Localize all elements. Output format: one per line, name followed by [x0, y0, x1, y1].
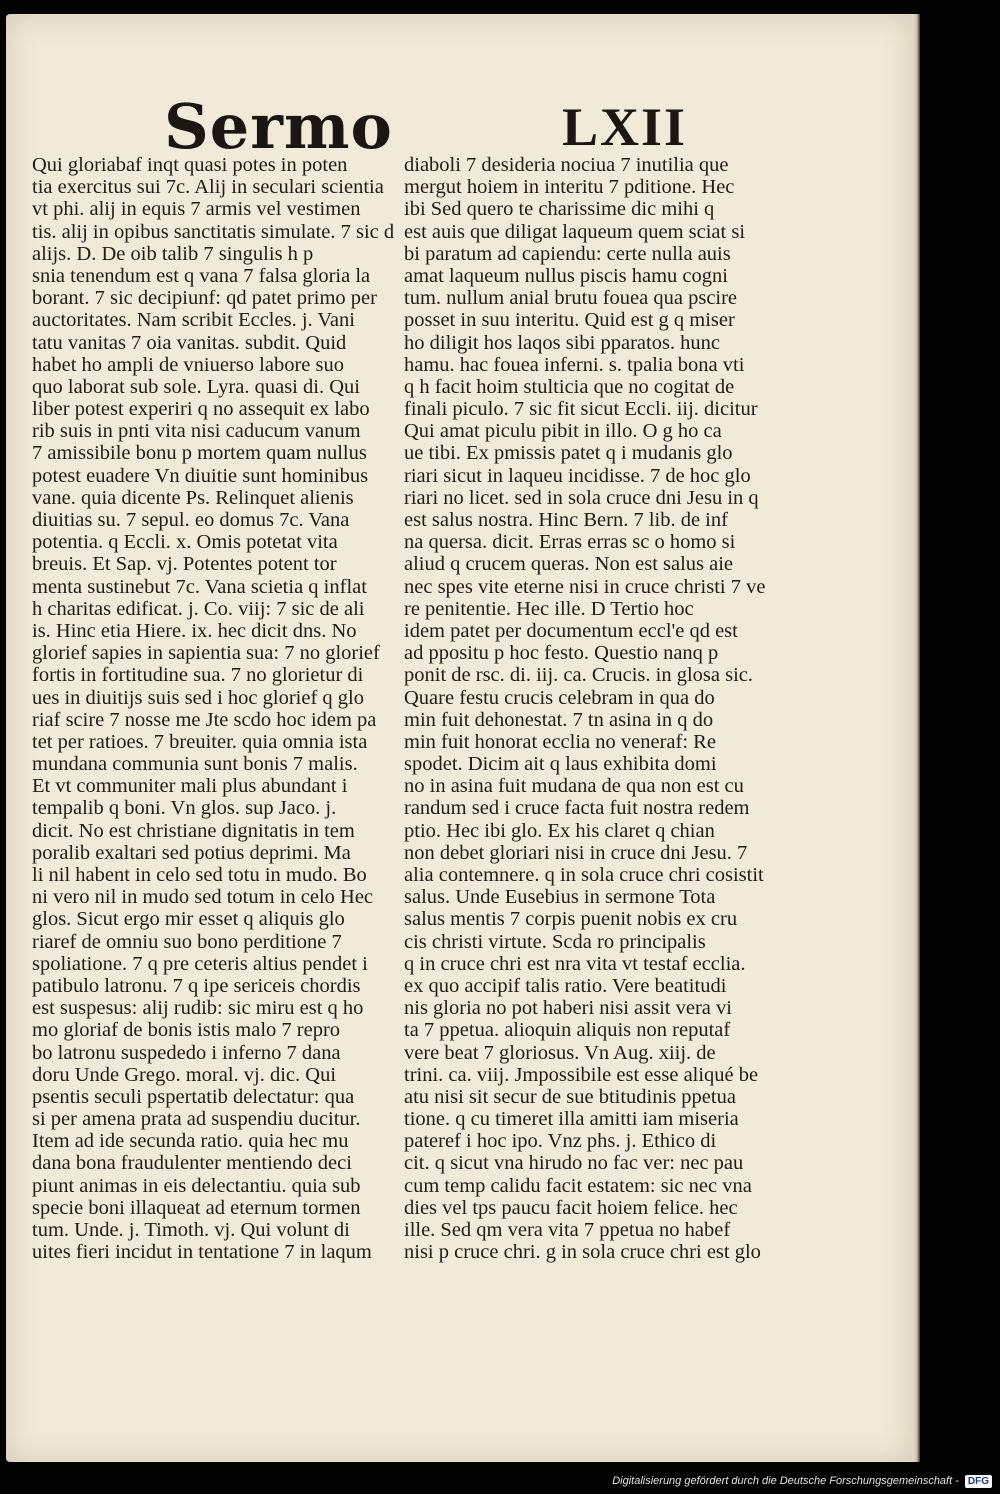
text-line: randum sed i cruce facta fuit nostra redem: [404, 797, 750, 820]
text-line: uites fieri incidut in tentatione 7 in laqum: [32, 1241, 372, 1264]
book-page: [6, 14, 912, 1462]
text-line: na quersa. dicit. Erras erras sc o homo si: [404, 531, 736, 554]
text-line: no in asina fuit mudana de qua non est cu: [404, 775, 744, 798]
text-line: auctoritates. Nam scribit Eccles. j. Vani: [32, 309, 355, 332]
text-line: mo gloriaf de bonis istis malo 7 repro: [32, 1019, 341, 1042]
text-line: ni vero nil in mudo sed totum in celo Hec: [32, 886, 374, 909]
text-line: potest euadere Vn diuitie sunt hominibus: [32, 464, 369, 487]
text-line: ptio. Hec ibi glo. Ex his claret q chian: [404, 819, 715, 842]
text-line: mergut hoiem in interitu 7 pditione. Hec: [404, 176, 735, 199]
text-line: dies vel tps paucu facit hoiem felice. hec: [404, 1196, 738, 1219]
text-line: liber potest experiri q no assequit ex labo: [32, 398, 370, 421]
text-line: tempalib q boni. Vn glos. sup Jaco. j.: [32, 797, 337, 820]
text-line: ta 7 ppetua. alioquin aliquis non reputaf: [404, 1019, 731, 1042]
text-line: tum. Unde. j. Timoth. vj. Qui volunt di: [32, 1219, 350, 1241]
text-line: patibulo latronu. 7 q ipe sericeis chordis: [32, 974, 361, 997]
text-line: ho diligit hos laqos sibi pparatos. hunc: [404, 331, 721, 354]
text-line: si per amena prata ad suspendiu ducitur.: [32, 1108, 361, 1131]
text-line: re penitentie. Hec ille. D Tertio hoc: [404, 597, 694, 620]
text-line: breuis. Et Sap. vj. Potentes potent tor: [32, 553, 337, 576]
text-line: cis christi virtute. Scda ro principalis: [404, 930, 706, 953]
heading-folio-number: LXII: [562, 97, 688, 157]
text-line: h charitas edificat. j. Co. viij: 7 sic de ali: [32, 597, 365, 620]
text-line: poralib exaltari sed potius deprimi. Ma: [32, 841, 351, 864]
text-line: ille. Sed qm vera vita 7 ppetua no habef: [404, 1219, 731, 1241]
text-line: ibi Sed quero te charissime dic mihi q: [404, 198, 715, 221]
text-line: Quare festu crucis celebram in qua do: [404, 686, 715, 709]
text-line: borant. 7 sic decipiunf: qd patet primo per: [32, 287, 377, 310]
text-line: pateref i hoc ipo. Vnz phs. j. Ethico di: [404, 1130, 717, 1153]
text-line: min fuit honorat ecclia no veneraf: Re: [404, 730, 716, 753]
text-line: doru Unde Grego. moral. vj. dic. Qui: [32, 1063, 337, 1086]
text-line: nisi p cruce chri. g in sola cruce chri est glo: [404, 1241, 761, 1264]
text-line: diaboli 7 desideria nociua 7 inutilia que: [404, 154, 729, 176]
text-line: ue tibi. Ex pmissis patet q i mudanis glo: [404, 442, 733, 465]
text-line: spoliatione. 7 q pre ceteris altius pendet i: [32, 952, 368, 975]
footer-credit: [612, 1472, 992, 1490]
text-line: tis. alij in opibus sanctitatis simulate. 7 sic d: [32, 220, 395, 243]
text-line: menta sustinebut 7c. Vana scietia q inflat: [32, 575, 367, 598]
footer-text: Digitalisierung gefördert durch die Deutsche Forschungsgemeinschaft -: [612, 1475, 959, 1487]
text-line: q in cruce chri est nra vita vt testaf ecclia.: [404, 952, 746, 975]
text-line: Qui amat piculu pibit in illo. O g ho ca: [404, 420, 722, 443]
text-line: trini. ca. viij. Jmpossibile est esse aliqué be: [404, 1063, 759, 1086]
text-line: potentia. q Eccli. x. Omis potetat vita: [32, 531, 338, 554]
text-line: amat laqueum nullus piscis hamu cogni: [404, 264, 728, 287]
text-line: bi paratum ad capiendu: certe nulla auis: [404, 242, 731, 265]
text-line: is. Hinc etia Hiere. ix. hec dicit dns. No: [32, 619, 357, 642]
text-line: tatu vanitas 7 oia vanitas. subdit. Quid: [32, 331, 347, 354]
text-line: cit. q sicut vna hirudo no fac ver: nec pau: [404, 1152, 744, 1175]
text-line: hamu. hac fouea inferni. s. tpalia bona vti: [404, 353, 745, 376]
text-line: glorief sapies in sapientia sua: 7 no glorief: [32, 642, 380, 665]
text-line: idem patet per documentum eccl'e qd est: [404, 619, 738, 642]
dfg-logo: DFG: [965, 1475, 992, 1488]
text-line: tia exercitus sui 7c. Alij in seculari scientia: [32, 176, 384, 199]
text-line: riari no licet. sed in sola cruce dni Jesu in q: [404, 486, 759, 509]
text-line: finali piculo. 7 sic fit sicut Eccli. iij. dicitur: [404, 398, 758, 421]
text-line: Qui gloriabaf inqt quasi potes in poten: [32, 154, 348, 176]
text-line: ues in diuitijs suis sed i hoc glorief q glo: [32, 686, 364, 709]
text-line: tet per ratioes. 7 breuiter. quia omnia ista: [32, 730, 368, 753]
text-line: alia contemnere. q in sola cruce chri cosistit: [404, 864, 764, 886]
text-line: riari sicut in laqueu incidisse. 7 de hoc glo: [404, 464, 751, 487]
text-line: Et vt communiter mali plus abundant i: [32, 775, 348, 798]
text-line: tum. nullum anial brutu fouea qua pscire: [404, 287, 738, 310]
text-line: dicit. No est christiane dignitatis in tem: [32, 819, 355, 842]
text-line: est salus nostra. Hinc Bern. 7 lib. de inf: [404, 509, 728, 531]
text-line: nis gloria no pot haberi nisi assit vera vi: [404, 997, 732, 1020]
text-line: Item ad ide secunda ratio. quia hec mu: [32, 1130, 349, 1153]
text-line: nec spes vite eterne nisi in cruce christi 7 ve: [404, 575, 766, 598]
page-edge: [912, 14, 920, 1462]
text-line: glos. Sicut ergo mir esset q aliquis glo: [32, 908, 345, 931]
text-line: salus mentis 7 corpis puenit nobis ex cru: [404, 908, 738, 931]
heading-sermo: Sermo: [164, 90, 393, 163]
text-line: snia tenendum est q vana 7 falsa gloria la: [32, 264, 371, 287]
text-column-left: [32, 154, 410, 1263]
text-line: est suspesus: alij rudib: sic miru est q ho: [32, 997, 364, 1020]
text-line: diuitias su. 7 sepul. eo domus 7c. Vana: [32, 509, 350, 531]
text-line: quo laborat sub sole. Lyra. quasi di. Qui: [32, 375, 360, 398]
text-line: riaref de omniu suo bono perditione 7: [32, 930, 342, 953]
text-line: spodet. Dicim ait q laus exhibita domi: [404, 753, 717, 776]
text-line: rib suis in pnti vita nisi caducum vanum: [32, 420, 361, 443]
text-line: cum temp calidu facit estatem: sic nec vna: [404, 1174, 752, 1197]
text-line: 7 amissibile bonu p mortem quam nullus: [32, 442, 367, 465]
text-line: vt phi. alij in equis 7 armis vel vestimen: [32, 198, 361, 221]
text-line: vere beat 7 gloriosus. Vn Aug. xiij. de: [404, 1041, 716, 1064]
text-line: salus. Unde Eusebius in sermone Tota: [404, 886, 716, 909]
text-line: atu nisi sit secur de sue btitudinis ppetua: [404, 1085, 736, 1108]
text-line: piunt animas in eis delectantiu. quia sub: [32, 1174, 361, 1197]
text-line: specie boni illaqueat ad eternum tormen: [32, 1196, 361, 1219]
text-line: est auis que diligat laqueum quem sciat si: [404, 220, 746, 243]
text-line: dana bona fraudulenter mentiendo deci: [32, 1152, 352, 1175]
text-line: habet ho ampli de vniuerso labore suo: [32, 353, 344, 376]
text-line: posset in suu interitu. Quid est g q miser: [404, 309, 735, 332]
text-line: psentis seculi pspertatib delectatur: qua: [32, 1085, 355, 1108]
text-line: bo latronu suspededo i inferno 7 dana: [32, 1041, 341, 1064]
text-line: min fuit dehonestat. 7 tn asina in q do: [404, 708, 714, 731]
text-line: tione. q cu timeret illa amitti iam miseria: [404, 1108, 739, 1131]
text-line: alijs. D. De oib talib 7 singulis h p: [32, 242, 314, 265]
text-line: non debet gloriari nisi in cruce dni Jesu. 7: [404, 841, 748, 864]
text-line: aliud q crucem queras. Non est salus aie: [404, 553, 734, 576]
text-line: fortis in fortitudine sua. 7 no glorietur di: [32, 664, 364, 687]
text-line: q h facit hoim stulticia que no cogitat de: [404, 375, 735, 398]
text-line: mundana communia sunt bonis 7 malis.: [32, 753, 358, 776]
text-column-right: [404, 154, 774, 1263]
text-line: riaf scire 7 nosse me Jte scdo hoc idem pa: [32, 708, 377, 731]
text-line: ex quo accipif talis ratio. Vere beatitudi: [404, 974, 727, 997]
text-line: li nil habent in celo sed totu in mudo. Bo: [32, 864, 367, 886]
text-line: vane. quia dicente Ps. Relinquet alienis: [32, 486, 354, 509]
text-line: ad ppositu p hoc festo. Questio nanq p: [404, 642, 719, 665]
text-line: ponit de rsc. di. iij. ca. Crucis. in glosa sic.: [404, 664, 754, 687]
